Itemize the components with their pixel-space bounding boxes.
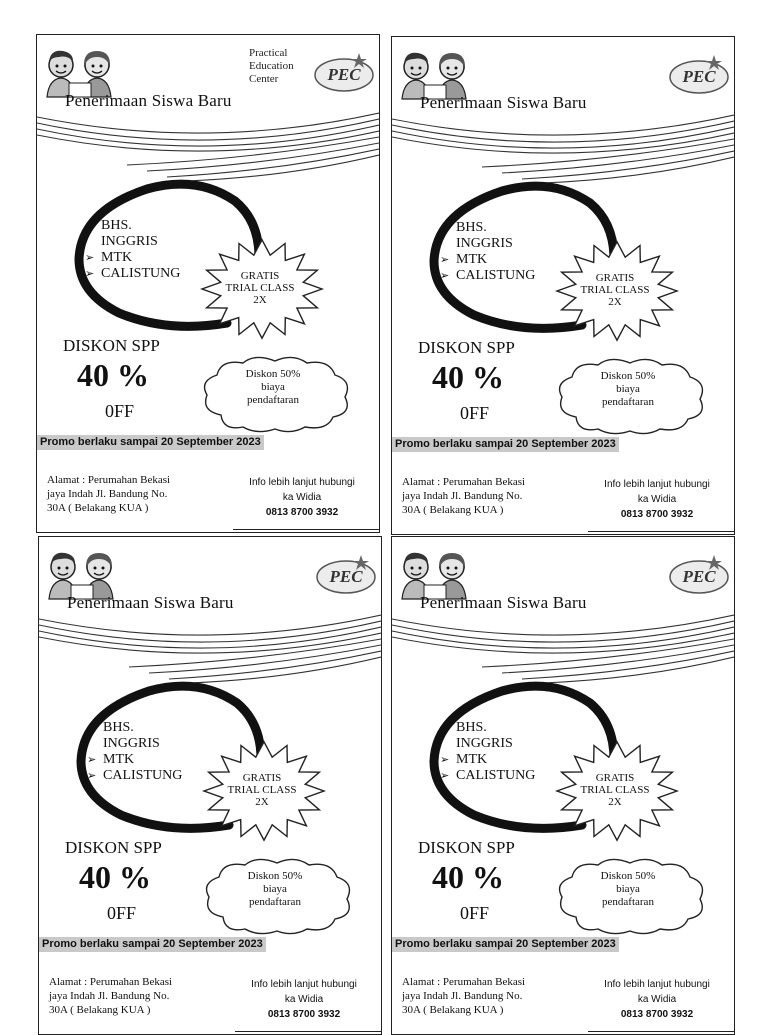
discount-label: DISKON SPP	[65, 838, 162, 857]
subject-label: BHS.	[101, 218, 132, 233]
pec-logo-icon	[666, 49, 732, 97]
registration-discount-line: Diskon 50%	[600, 870, 656, 882]
registration-discount-line: Diskon 50%	[247, 870, 303, 882]
pec-logo-icon	[311, 47, 377, 95]
contact-info: Info lebih lanjut hubungi	[251, 979, 357, 990]
pec-logo-icon	[666, 549, 732, 597]
subject-label: MTK	[456, 252, 488, 267]
promo-banner: Promo berlaku sampai 20 September 2023	[392, 937, 619, 952]
trial-badge-text	[552, 772, 678, 808]
subject-label: BHS.	[456, 220, 487, 235]
address-line: 30A ( Belakang KUA )	[402, 1004, 504, 1016]
decorative-waves	[392, 613, 734, 685]
arrow-bullet-icon: ➢	[87, 722, 97, 734]
registration-discount-line: pendaftaran	[602, 896, 654, 908]
subject-item	[440, 268, 535, 284]
subject-label: CALISTUNG	[103, 768, 183, 783]
registration-discount-line: biaya	[616, 883, 640, 895]
trial-badge-line: 2X	[608, 796, 622, 808]
registration-discount-text	[566, 870, 690, 909]
registration-discount-line: Diskon 50%	[245, 368, 301, 380]
discount-suffix: 0FF	[460, 403, 490, 423]
subject-label: BHS.	[456, 720, 487, 735]
trial-badge-line: GRATIS	[240, 270, 280, 282]
trial-badge-line: 2X	[255, 796, 269, 808]
subject-label: INGGRIS	[101, 234, 158, 249]
pec-logo-icon	[313, 549, 379, 597]
promo-banner: Promo berlaku sampai 20 September 2023	[392, 437, 619, 452]
arrow-bullet-icon: ➢	[85, 268, 95, 280]
flyer-title: Penerimaan Siswa Baru	[420, 93, 587, 112]
trial-badge-text	[199, 772, 325, 808]
trial-badge-line: GRATIS	[595, 772, 635, 784]
contact-block	[584, 477, 730, 522]
contact-info: Info lebih lanjut hubungi	[249, 477, 355, 488]
address	[49, 975, 217, 1017]
arrow-bullet-icon: ➢	[440, 222, 450, 234]
arrow-bullet-icon: ➢	[440, 754, 450, 766]
subject-list	[440, 720, 535, 784]
contact-name: ka Widia	[282, 492, 322, 503]
discount-suffix: 0FF	[107, 903, 137, 923]
discount-label: DISKON SPP	[418, 338, 515, 357]
registration-discount-text	[213, 870, 337, 909]
trial-badge-line: TRIAL CLASS	[580, 284, 650, 296]
discount-value: 40 %	[77, 357, 149, 393]
subject-list	[440, 220, 535, 284]
contact-name: ka Widia	[284, 994, 324, 1005]
address	[47, 473, 215, 515]
subject-item	[85, 250, 180, 266]
contact-name: ka Widia	[637, 994, 677, 1005]
logo-text: PEC	[682, 567, 716, 586]
subject-label: CALISTUNG	[456, 768, 536, 783]
trial-badge-line: TRIAL CLASS	[580, 784, 650, 796]
subject-label: INGGRIS	[456, 236, 513, 251]
subject-label: INGGRIS	[103, 736, 160, 751]
discount-value: 40 %	[432, 859, 504, 895]
registration-discount-line: pendaftaran	[602, 396, 654, 408]
flyer-4	[391, 536, 735, 1035]
decorative-waves	[39, 613, 381, 685]
divider	[233, 529, 379, 530]
flyer-3	[38, 536, 382, 1035]
contact-phone: 0813 8700 3932	[265, 507, 339, 518]
address-line: Alamat : Perumahan Bekasi	[402, 476, 526, 488]
org-name: Practical Education Center	[249, 47, 294, 85]
subject-label: MTK	[101, 250, 133, 265]
contact-block	[231, 977, 377, 1022]
subject-item	[440, 752, 535, 768]
subject-item	[87, 720, 182, 752]
contact-block	[584, 977, 730, 1022]
address-line: 30A ( Belakang KUA )	[47, 502, 149, 514]
contact-phone: 0813 8700 3932	[620, 1009, 694, 1020]
divider	[588, 531, 734, 532]
subject-list	[87, 720, 182, 784]
registration-discount-line: Diskon 50%	[600, 370, 656, 382]
discount-value: 40 %	[79, 859, 151, 895]
address-line: Alamat : Perumahan Bekasi	[49, 976, 173, 988]
subject-item	[440, 220, 535, 252]
promo-banner: Promo berlaku sampai 20 September 2023	[39, 937, 266, 952]
discount-label: DISKON SPP	[63, 336, 160, 355]
arrow-bullet-icon: ➢	[85, 220, 95, 232]
subject-item	[440, 768, 535, 784]
registration-discount-text	[566, 370, 690, 409]
subject-item	[85, 266, 180, 282]
discount-value: 40 %	[432, 359, 504, 395]
address	[402, 975, 570, 1017]
subject-item	[87, 752, 182, 768]
discount-label: DISKON SPP	[418, 838, 515, 857]
decorative-waves	[37, 111, 379, 183]
arrow-bullet-icon: ➢	[87, 754, 97, 766]
contact-phone: 0813 8700 3932	[620, 509, 694, 520]
contact-phone: 0813 8700 3932	[267, 1009, 341, 1020]
trial-badge-text	[197, 270, 323, 306]
address-line: jaya Indah Jl. Bandung No.	[402, 490, 523, 502]
logo-text: PEC	[682, 67, 716, 86]
arrow-bullet-icon: ➢	[440, 254, 450, 266]
contact-block	[229, 475, 375, 520]
flyer-title: Penerimaan Siswa Baru	[65, 91, 232, 110]
subject-label: BHS.	[103, 720, 134, 735]
address-line: Alamat : Perumahan Bekasi	[402, 976, 526, 988]
logo-text: PEC	[329, 567, 363, 586]
subject-item	[440, 720, 535, 752]
registration-discount-line: pendaftaran	[247, 394, 299, 406]
subject-label: MTK	[456, 752, 488, 767]
registration-discount-line: biaya	[261, 381, 285, 393]
flyer-title: Penerimaan Siswa Baru	[67, 593, 234, 612]
divider	[235, 1031, 381, 1032]
subject-item	[87, 768, 182, 784]
address-line: 30A ( Belakang KUA )	[402, 504, 504, 516]
subject-item	[440, 252, 535, 268]
registration-discount-line: biaya	[263, 883, 287, 895]
trial-badge-line: GRATIS	[242, 772, 282, 784]
arrow-bullet-icon: ➢	[87, 770, 97, 782]
trial-badge-line: 2X	[608, 296, 622, 308]
address-line: Alamat : Perumahan Bekasi	[47, 474, 171, 486]
trial-badge-text	[552, 272, 678, 308]
logo-text: PEC	[327, 65, 361, 84]
trial-badge-line: 2X	[253, 294, 267, 306]
arrow-bullet-icon: ➢	[440, 722, 450, 734]
address-line: jaya Indah Jl. Bandung No.	[49, 990, 170, 1002]
flyer-title: Penerimaan Siswa Baru	[420, 593, 587, 612]
subject-label: CALISTUNG	[101, 266, 181, 281]
discount-suffix: 0FF	[460, 903, 490, 923]
arrow-bullet-icon: ➢	[440, 270, 450, 282]
subject-label: MTK	[103, 752, 135, 767]
address-line: jaya Indah Jl. Bandung No.	[47, 488, 168, 500]
subject-item	[85, 218, 180, 250]
subject-label: CALISTUNG	[456, 268, 536, 283]
address-line: 30A ( Belakang KUA )	[49, 1004, 151, 1016]
trial-badge-line: TRIAL CLASS	[227, 784, 297, 796]
flyer-1	[36, 34, 380, 533]
registration-discount-line: pendaftaran	[249, 896, 301, 908]
subject-list	[85, 218, 180, 282]
trial-badge-line: TRIAL CLASS	[225, 282, 295, 294]
address	[402, 475, 570, 517]
divider	[588, 1031, 734, 1032]
decorative-waves	[392, 113, 734, 185]
contact-info: Info lebih lanjut hubungi	[604, 979, 710, 990]
flyer-2	[391, 36, 735, 535]
registration-discount-text	[211, 368, 335, 407]
discount-suffix: 0FF	[105, 401, 135, 421]
contact-info: Info lebih lanjut hubungi	[604, 479, 710, 490]
address-line: jaya Indah Jl. Bandung No.	[402, 990, 523, 1002]
promo-banner: Promo berlaku sampai 20 September 2023	[37, 435, 264, 450]
subject-label: INGGRIS	[456, 736, 513, 751]
arrow-bullet-icon: ➢	[85, 252, 95, 264]
contact-name: ka Widia	[637, 494, 677, 505]
trial-badge-line: GRATIS	[595, 272, 635, 284]
arrow-bullet-icon: ➢	[440, 770, 450, 782]
registration-discount-line: biaya	[616, 383, 640, 395]
